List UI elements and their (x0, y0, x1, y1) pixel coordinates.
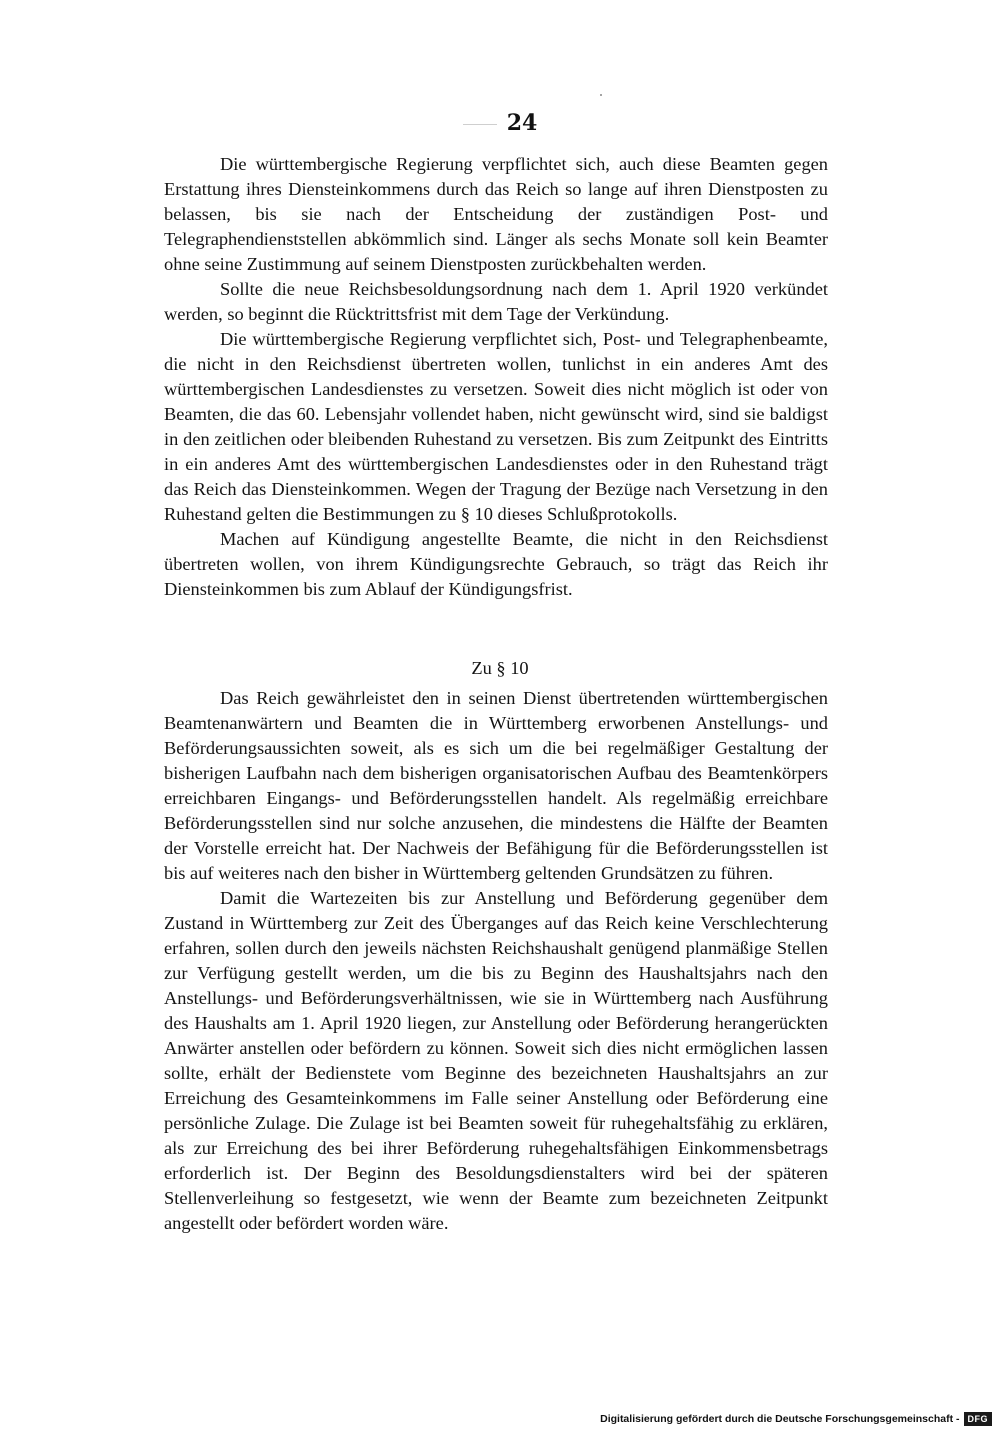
text-block-after-heading (164, 686, 828, 1236)
paragraph-5: Das Reich gewährleistet den in seinen Dienst übertretenden württembergischen Beamtenanwärtern und Beamten die in Württemberg erworbenen Anstellungs- und Beförderungsaussichten soweit, als es sich um die bei regelmäßiger Gestaltung der bisherigen Laufbahn nach dem bisherigen organisatorischen Aufbau des Beamtenkörpers erreichbaren Eingangs- und Beförderungsstellen handelt. Als regelmäßig erreichbare Beförderungsstellen sind nur solche anzusehen, die mindestens die Hälfte der Beamten der Vorstelle erreicht hat. Der Nachweis der Befähigung für die Beförderungsstellen ist bis auf weiteres nach den bisher in Württemberg geltenden Grundsätzen zu führen. (164, 688, 828, 883)
paragraph-4: Machen auf Kündigung angestellte Beamte, die nicht in den Reichsdienst übertreten wollen, von ihrem Kündigungsrechte Gebrauch, so trägt das Reich ihr Diensteinkommen bis zum Ablauf der Kündigungsfrist. (164, 529, 828, 599)
page-number: 24 (0, 110, 1000, 136)
paragraph-2: Sollte die neue Reichsbesoldungsordnung nach dem 1. April 1920 verkündet werden, so beginnt die Rücktrittsfrist mit dem Tage der Verkündung. (164, 279, 828, 324)
section-heading: Zu § 10 (471, 658, 529, 678)
scan-speck (600, 94, 602, 96)
footer-credit-text: Digitalisierung gefördert durch die Deutsche Forschungsgemeinschaft - (600, 1413, 960, 1425)
paragraph-3: Die württembergische Regierung verpflichtet sich, Post- und Telegraphenbeamte, die nicht in den Reichsdienst übertreten wollen, tunlichst in ein anderes Amt des württembergischen Landesdienstes zu versetzen. Soweit dies nicht möglich ist oder von Beamten, die das 60. Lebensjahr vollendet haben, nicht gewünscht wird, sind sie baldigst in den zeitlichen oder bleibenden Ruhestand zu versetzen. Bis zum Zeitpunkt des Eintritts in ein anderes Amt des württembergischen Landesdienstes oder in den Ruhestand trägt das Reich das Diensteinkommen. Wegen der Tragung der Bezüge nach Versetzung in den Ruhestand gelten die Bestimmungen zu § 10 dieses Schlußprotokolls. (164, 329, 828, 524)
dfg-logo: DFG (964, 1412, 993, 1426)
text-block-before-heading (164, 152, 828, 602)
paragraph-1: Die württembergische Regierung verpflichtet sich, auch diese Beamten gegen Erstattung ihres Diensteinkommens durch das Reich so lange auf ihren Dienstposten zu belassen, bis sie nach der Entscheidung der zuständigen Post- und Telegraphendienststellen abkömmlich sind. Länger als sechs Monate soll kein Beamter ohne seine Zustimmung auf seinem Dienstposten zurückbehalten werden. (164, 154, 828, 274)
paragraph-6: Damit die Wartezeiten bis zur Anstellung und Beförderung gegenüber dem Zustand in Württemberg zur Zeit des Überganges auf das Reich keine Verschlechterung erfahren, sollen durch den jeweils nächsten Reichshaushalt genügend planmäßige Stellen zur Verfügung gestellt werden, um die bis zu Beginn des Haushaltsjahrs nach den Anstellungs- und Beförderungsverhältnissen, wie sie in Württemberg nach Ausführung des Haushalts am 1. April 1920 liegen, zur Anstellung oder Beförderung herangerückten Anwärter anstellen oder befördern zu können. Soweit sich dies nicht ermöglichen lassen sollte, erhält der Bedienstete vom Beginne des bezeichneten Haushaltsjahrs an zur Erreichung des Gesamteinkommens im Falle seiner Anstellung oder Beförderung eine persönliche Zulage. Die Zulage ist bei Beamten soweit für ruhegehaltsfähig zu erklären, als zur Erreichung des bei ihrer Beförderung ruhegehaltsfähigen Einkommensbetrags erforderlich ist. Der Beginn des Besoldungsdienstalters wird bei der späteren Stellenverleihung so festgesetzt, wie wenn der Beamte zum bezeichneten Zeitpunkt angestellt oder befördert worden wäre. (164, 888, 828, 1233)
footer-credit (600, 1412, 992, 1426)
